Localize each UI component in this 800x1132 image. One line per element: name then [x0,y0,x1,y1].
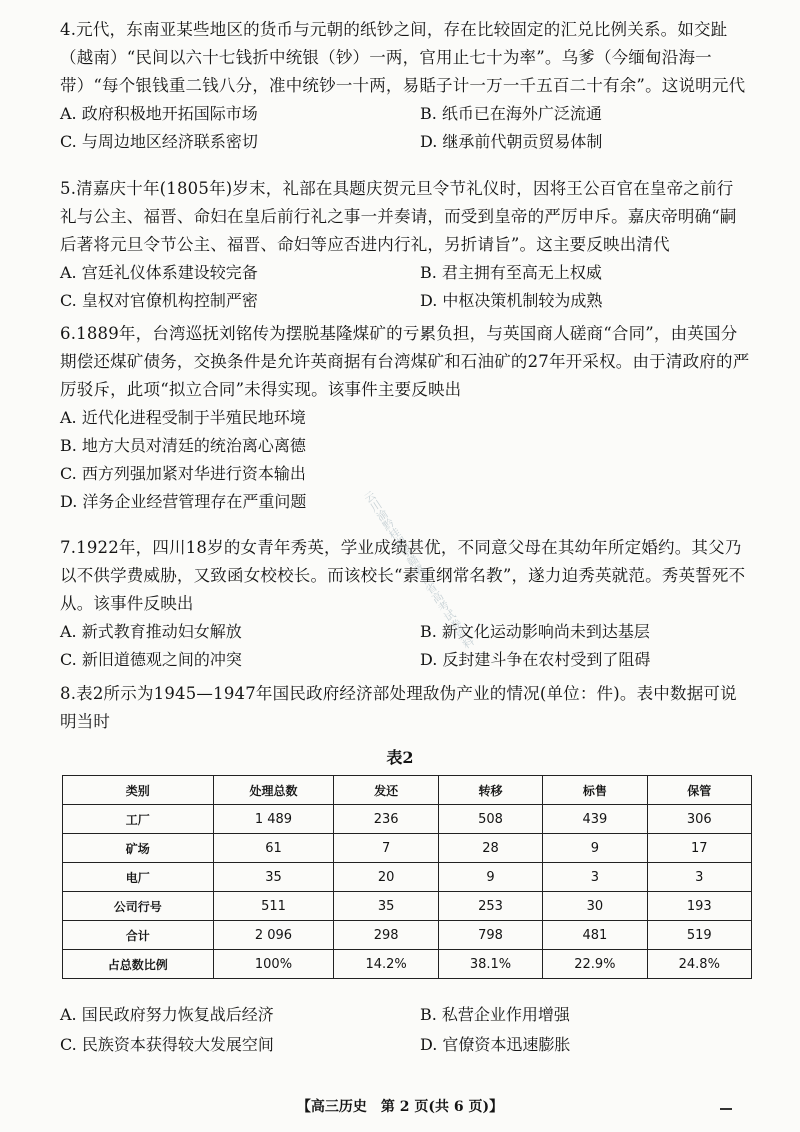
question-5-options [60,259,750,315]
table-cell: 1 489 [213,805,334,834]
question-4-options [60,100,750,156]
table-cell: 17 [647,834,751,863]
table-cell: 236 [334,805,438,834]
table-cell: 35 [334,892,438,921]
table-row-label: 电厂 [63,863,214,892]
table-cell: 439 [543,805,647,834]
option-a: A. 新式教育推动妇女解放 [60,622,242,641]
table-cell: 30 [543,892,647,921]
table-cell: 798 [438,921,542,950]
table-cell: 306 [647,805,751,834]
table-header-cell: 类别 [63,776,214,805]
table-header-cell: 保管 [647,776,751,805]
table-cell: 20 [334,863,438,892]
table-cell: 511 [213,892,334,921]
table-cell: 253 [438,892,542,921]
question-5 [60,175,750,315]
table-cell: 298 [334,921,438,950]
option-c: C. 与周边地区经济联系密切 [60,132,258,151]
question-6-stem: 6.1889年，台湾巡抚刘铭传为摆脱基隆煤矿的亏累负担，与英国商人磋商“合同”，由英国分期偿还煤矿债务，交换条件是允许英商据有台湾煤矿和石油矿的27年开采权。由于清政府的严厉驳斥，此项“拟立合同”未得实现。该事件主要反映出 [60,324,750,399]
table-cell: 35 [213,863,334,892]
table-cell: 100% [213,950,334,979]
option-b: B. 纸币已在海外广泛流通 [420,104,602,123]
table-row [63,863,752,892]
data-table [62,775,752,979]
table-row [63,834,752,863]
table-cell: 193 [647,892,751,921]
table-row-label: 矿场 [63,834,214,863]
option-a: A. 宫廷礼仪体系建设较完备 [60,263,258,282]
question-7-stem: 7.1922年，四川18岁的女青年秀英，学业成绩甚优，不同意父母在其幼年所定婚约。其父乃以不供学费威胁，又致函女校校长。而该校长“素重纲常名教”，遂力迫秀英就范。秀英誓死不从。该事件反映出 [60,538,746,613]
table-cell: 3 [647,863,751,892]
option-b: B. 地方大员对清廷的统治离心离德 [60,436,306,455]
option-c: C. 西方列强加紧对华进行资本输出 [60,464,306,483]
option-d: D. 洋务企业经营管理存在严重问题 [60,492,307,511]
option-c: C. 民族资本获得较大发展空间 [60,1035,274,1054]
table-cell: 508 [438,805,542,834]
question-4-stem: 4.元代，东南亚某些地区的货币与元朝的纸钞之间，存在比较固定的汇兑比例关系。如交趾（越南）“民间以六十七钱折中统银（钞）一两，官用止七十为率”。乌爹（今缅甸沿海一带）“每个银钱重二钱八分，准中统钞一十两，易𧵳子计一万一千五百二十有余”。这说明元代 [60,20,746,95]
table-cell: 14.2% [334,950,438,979]
page-footer: 【高三历史 第 2 页(共 6 页)】 [296,1099,504,1115]
question-7-options [60,618,750,674]
option-a: A. 国民政府努力恢复战后经济 [60,1005,274,1024]
table-row-label: 公司行号 [63,892,214,921]
table-row-label: 合计 [63,921,214,950]
table-cell: 9 [543,834,647,863]
table-cell: 38.1% [438,950,542,979]
table-cell: 2 096 [213,921,334,950]
table-header-row [63,776,752,805]
option-d: D. 中枢决策机制较为成熟 [420,291,603,310]
table-cell: 61 [213,834,334,863]
table-row [63,892,752,921]
question-5-stem: 5.清嘉庆十年(1805年)岁末，礼部在具题庆贺元旦令节礼仪时，因将王公百官在皇帝之前行礼与公主、福晋、命妇在皇后前行礼之事一并奏请，而受到皇帝的严厉申斥。嘉庆帝明确“嗣后著将元旦令节公主、福晋、命妇等应否进内行礼，另折请旨”。这主要反映出清代 [60,179,737,254]
table-row [63,805,752,834]
footer-dash [720,1108,732,1110]
table-header-cell: 处理总数 [213,776,334,805]
watermark-text: 云川渝黔桂湘鄂赣冀各省高考试卷资料 [360,488,477,652]
table-cell: 22.9% [543,950,647,979]
table-row-label: 占总数比例 [63,950,214,979]
table-caption: 表2 [386,748,414,767]
question-8 [60,680,750,736]
table-header-cell: 发还 [334,776,438,805]
question-6-options [60,404,750,516]
table-row [63,950,752,979]
option-b: B. 君主拥有至高无上权威 [420,263,602,282]
option-c: C. 皇权对官僚机构控制严密 [60,291,258,310]
question-4 [60,16,750,156]
option-b: B. 私营企业作用增强 [420,1005,570,1024]
table-cell: 9 [438,863,542,892]
table-cell: 7 [334,834,438,863]
table-row [63,921,752,950]
table-cell: 3 [543,863,647,892]
option-d: D. 反封建斗争在农村受到了阻碍 [420,650,651,669]
question-8-options [60,1000,750,1060]
table-cell: 519 [647,921,751,950]
table-cell: 24.8% [647,950,751,979]
option-d: D. 官僚资本迅速膨胀 [420,1035,571,1054]
question-6 [60,320,750,516]
option-a: A. 政府积极地开拓国际市场 [60,104,258,123]
table-row-label: 工厂 [63,805,214,834]
question-7 [60,534,750,674]
question-8-options-grid [60,1000,750,1060]
table-header-cell: 标售 [543,776,647,805]
option-a: A. 近代化进程受制于半殖民地环境 [60,408,306,427]
table-cell: 481 [543,921,647,950]
option-b: B. 新文化运动影响尚未到达基层 [420,622,650,641]
table-header-cell: 转移 [438,776,542,805]
option-c: C. 新旧道德观之间的冲突 [60,650,242,669]
question-8-stem: 8.表2所示为1945—1947年国民政府经济部处理敌伪产业的情况(单位：件)。表中数据可说明当时 [60,684,737,731]
table-cell: 28 [438,834,542,863]
option-d: D. 继承前代朝贡贸易体制 [420,132,603,151]
